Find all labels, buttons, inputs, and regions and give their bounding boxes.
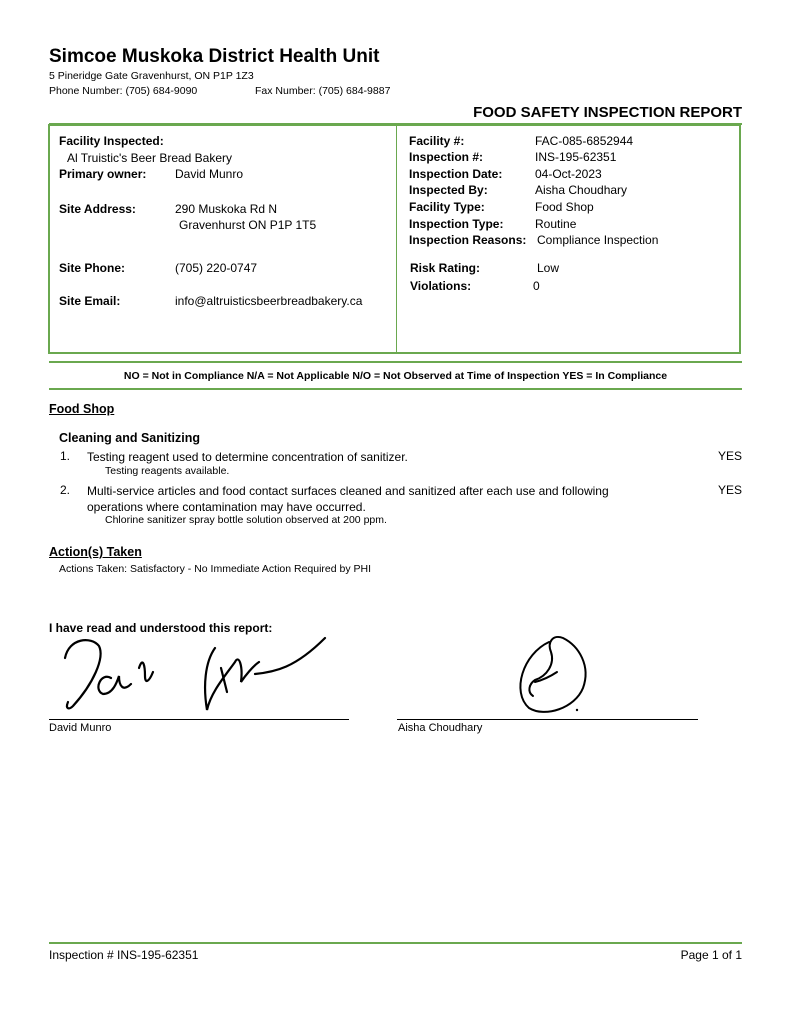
primary-owner-value: David Munro [175,167,244,181]
inspection-date-value: 04-Oct-2023 [535,167,602,181]
inspection-date-label: Inspection Date: [409,167,503,181]
inspection-number-value: INS-195-62351 [535,150,617,164]
section-title: Food Shop [49,402,115,416]
inspection-type-label: Inspection Type: [409,217,504,231]
footer-page-number: Page 1 of 1 [680,948,742,962]
primary-owner-label: Primary owner: [59,167,147,181]
facility-type-value: Food Shop [535,200,594,214]
item-text: Multi-service articles and food contact surfaces cleaned and sanitized after each use and following operations where contamination may have occurred. [87,484,609,514]
legend-rule-top [49,361,742,363]
risk-rating-value: Low [537,261,560,275]
acknowledgement-text: I have read and understood this report: [49,621,273,635]
facility-type-label: Facility Type: [409,200,485,214]
facility-inspected-label: Facility Inspected: [59,134,164,148]
inspector-signature [505,632,600,717]
inspected-by-label: Inspected By: [409,183,488,197]
item-status: YES [717,449,742,463]
item-number: 1. [60,449,71,463]
legend-rule-bottom [49,388,742,390]
site-email-value: info@altruisticsbeerbreadbakery.ca [175,294,363,308]
org-phone: Phone Number: (705) 684-9090 [49,85,198,97]
violations-value: 0 [533,279,540,293]
item-text: Testing reagent used to determine concentration of sanitizer. [87,450,408,464]
inspector-signature-name: Aisha Choudhary [398,722,483,734]
violations-label: Violations: [410,279,472,293]
site-address-label: Site Address: [59,202,136,216]
inspector-signature-line [397,719,698,720]
section-subtitle: Cleaning and Sanitizing [59,431,200,445]
compliance-legend: NO = Not in Compliance N/A = Not Applicable N/O = Not Observed at Time of Inspection YES = In Compliance [123,370,668,382]
inspection-type-value: Routine [535,217,577,231]
actions-text: Actions Taken: Satisfactory - No Immediate Action Required by PHI [59,563,372,575]
item-number: 2. [60,483,71,497]
item-note: Testing reagents available. [105,465,230,477]
facility-number-value: FAC-085-6852944 [535,134,634,148]
inspection-number-label: Inspection #: [409,150,484,164]
owner-signature-line [49,719,349,720]
item-note: Chlorine sanitizer spray bottle solution observed at 200 ppm. [105,514,387,526]
site-phone-value: (705) 220-0747 [175,261,258,275]
report-title: FOOD SAFETY INSPECTION REPORT [473,104,742,121]
footer-inspection-number: Inspection # INS-195-62351 [49,948,199,962]
owner-signature [55,632,345,717]
item-status: YES [717,483,742,497]
inspection-reasons-value: Compliance Inspection [537,233,659,247]
site-phone-label: Site Phone: [59,261,126,275]
site-address-line2: Gravenhurst ON P1P 1T5 [179,218,317,232]
org-address: 5 Pineridge Gate Gravenhurst, ON P1P 1Z3 [49,70,254,82]
facility-box-divider [396,126,397,352]
site-address-line1: 290 Muskoka Rd N [175,202,278,216]
owner-signature-name: David Munro [49,722,112,734]
inspection-reasons-label: Inspection Reasons: [409,233,527,247]
site-email-label: Site Email: [59,294,121,308]
risk-rating-label: Risk Rating: [410,261,481,275]
org-fax: Fax Number: (705) 684-9887 [255,85,391,97]
actions-title: Action(s) Taken [49,545,142,559]
facility-inspected-value: Al Truistic's Beer Bread Bakery [67,151,233,165]
facility-number-label: Facility #: [409,134,465,148]
footer-rule [49,942,742,944]
inspected-by-value: Aisha Choudhary [535,183,628,197]
org-name: Simcoe Muskoka District Health Unit [49,46,380,67]
